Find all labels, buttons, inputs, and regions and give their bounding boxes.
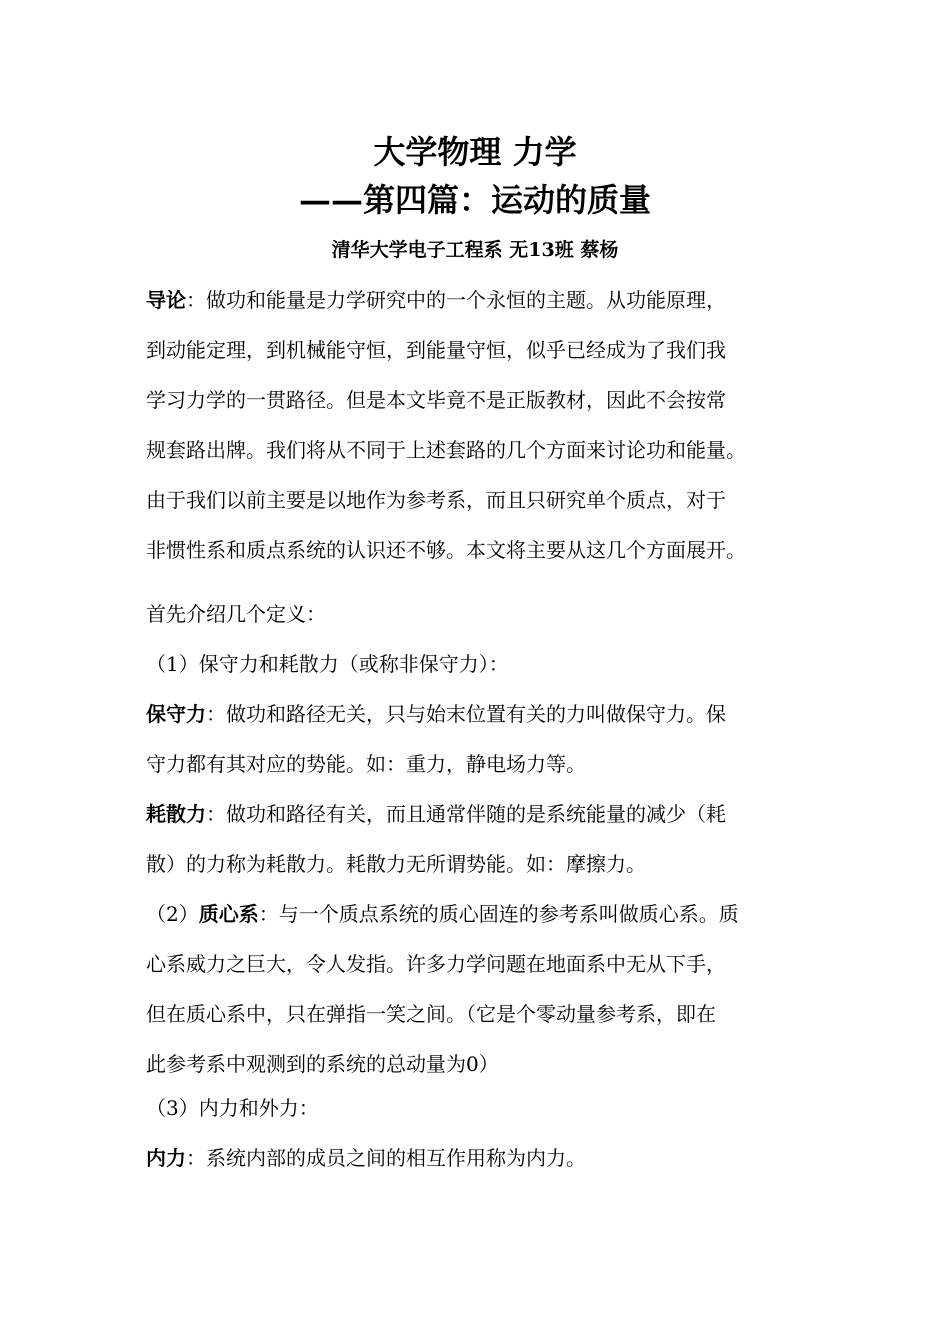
item-2-line-1-text: ：与一个质点系统的质心固连的参考系叫做质心系。质 [258,902,739,926]
intro-line-3: 学习力学的一贯路径。但是本文毕竟不是正版教材，因此不会按常 [146,388,726,412]
dissipative-line-1 [146,798,826,848]
document-body [146,284,826,1192]
intro-line-1-text: ：做功和能量是力学研究中的一个永恒的主题。从功能原理， [186,288,726,312]
internal-force-label: 内力 [146,1146,186,1170]
conservative-line-1 [146,698,826,748]
author-line: 清华大学电子工程系 无13班 蔡杨 [331,239,619,261]
intro-line-2: 到动能定理，到机械能守恒，到能量守恒，似乎已经成为了我们我 [146,338,726,362]
dissipative-line-2: 散）的力称为耗散力。耗散力无所谓势能。如：摩擦力。 [146,852,646,876]
intro-line-5: 由于我们以前主要是以地作为参考系，而且只研究单个质点，对于 [146,488,726,512]
item-2-line-2: 心系威力之巨大，令人发指。许多力学问题在地面系中无从下手， [146,952,726,976]
internal-force-line-1 [146,1142,826,1192]
item-3-heading: （3）内力和外力： [146,1096,319,1120]
intro-line-4: 规套路出牌。我们将从不同于上述套路的几个方面来讨论功和能量。 [146,438,746,462]
intro-line-6: 非惯性系和质点系统的认识还不够。本文将主要从这几个方面展开。 [146,538,746,562]
item-1-heading: （1）保守力和耗散力（或称非保守力）： [146,652,509,676]
title-line-1: 大学物理 力学 [373,133,577,171]
conservative-line-2: 守力都有其对应的势能。如：重力，静电场力等。 [146,752,586,776]
intro-label: 导论 [146,288,186,312]
title-line-2: ——第四篇：运动的质量 [298,181,651,219]
item-2-line-1 [146,898,826,948]
dissipative-line-1-text: ：做功和路径有关，而且通常伴随的是系统能量的减少（耗 [206,802,726,826]
item-2-label: 质心系 [198,902,259,926]
item-2-line-3: 但在质心系中，只在弹指一笑之间。（它是个零动量参考系，即在 [146,1002,716,1026]
item-2-line-4: 此参考系中观测到的系统的总动量为0） [146,1052,499,1076]
internal-force-line-1-text: ：系统内部的成员之间的相互作用称为内力。 [186,1146,586,1170]
dissipative-label: 耗散力 [146,802,206,826]
item-2-prefix: （2） [146,902,199,926]
conservative-line-1-text: ：做功和路径无关，只与始末位置有关的力叫做保守力。保 [206,702,726,726]
intro-line-1 [146,284,826,334]
definitions-heading: 首先介绍几个定义： [146,602,326,626]
conservative-label: 保守力 [146,702,206,726]
